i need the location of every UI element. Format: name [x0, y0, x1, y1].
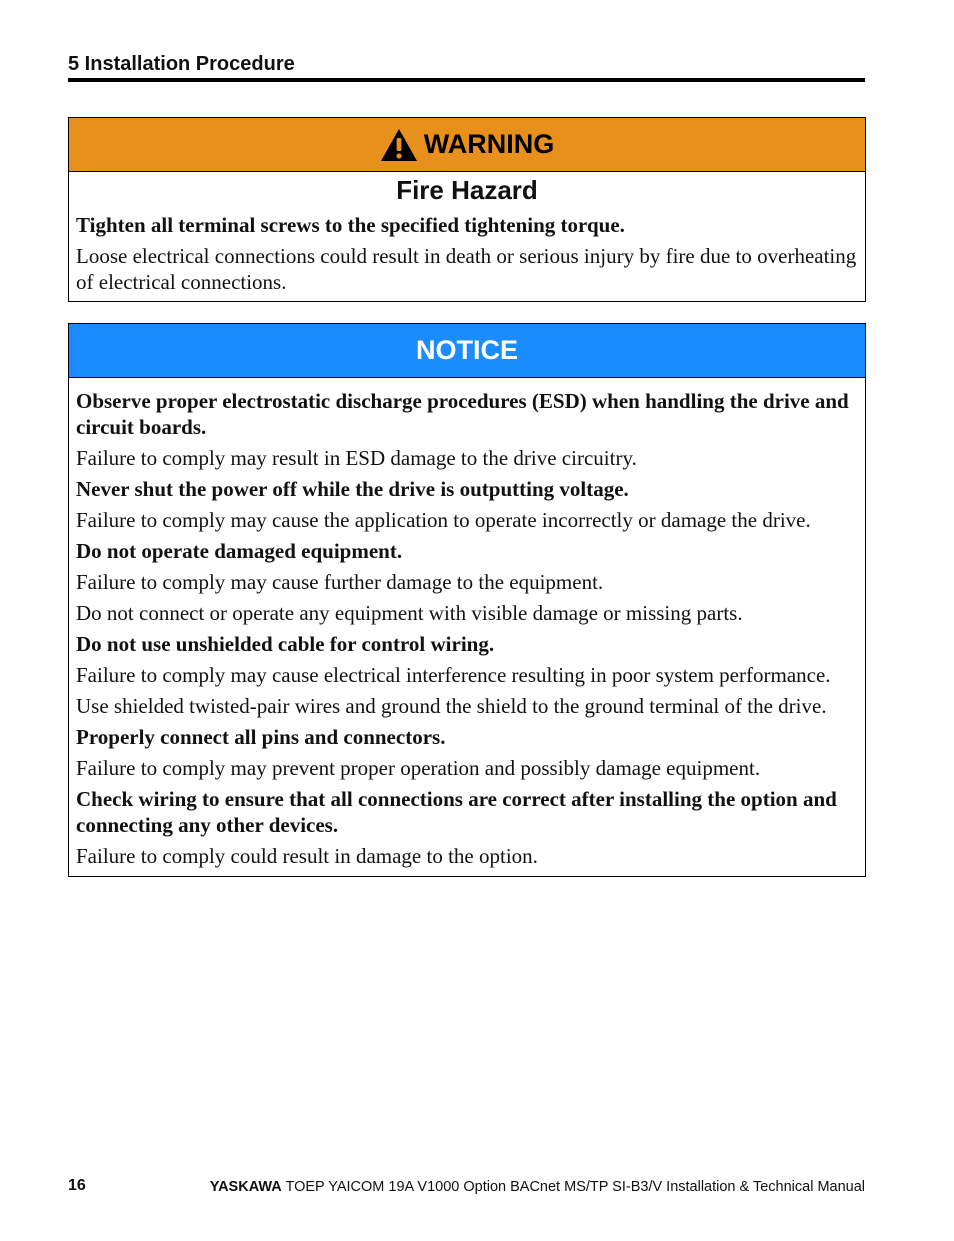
footer-manual-title — [210, 1179, 865, 1195]
notice-item: Use shielded twisted-pair wires and ground the shield to the ground terminal of the drive. — [76, 694, 827, 718]
notice-item: Do not operate damaged equipment. — [76, 539, 403, 563]
notice-item: Observe proper electrostatic discharge procedures (ESD) when handling the drive and circuit boards. — [76, 389, 849, 439]
notice-item: Failure to comply could result in damage to the option. — [76, 844, 538, 868]
warning-box — [68, 117, 866, 302]
warning-consequence: Loose electrical connections could result in death or serious injury by fire due to overheating of electrical connections. — [76, 244, 857, 294]
section-header — [68, 50, 865, 82]
notice-item: Failure to comply may cause the application to operate incorrectly or damage the drive. — [76, 508, 811, 532]
notice-label: NOTICE — [415, 335, 518, 365]
page-number: 16 — [68, 1177, 86, 1194]
notice-item: Do not connect or operate any equipment with visible damage or missing parts. — [76, 601, 743, 625]
notice-item: Never shut the power off while the drive is outputting voltage. — [76, 477, 629, 501]
notice-content — [69, 378, 865, 869]
notice-item: Failure to comply may prevent proper operation and possibly damage equipment. — [76, 756, 761, 780]
notice-item: Failure to comply may result in ESD damage to the drive circuitry. — [76, 446, 637, 470]
notice-item: Failure to comply may cause further damage to the equipment. — [76, 570, 604, 594]
notice-item: Properly connect all pins and connectors. — [76, 725, 446, 749]
warning-bar — [69, 118, 865, 172]
notice-item: Check wiring to ensure that all connections are correct after installing the option and connecting any other devices. — [76, 787, 837, 837]
notice-item: Failure to comply may cause electrical interference resulting in poor system performance. — [76, 663, 831, 687]
hazard-title: Fire Hazard — [396, 175, 538, 205]
notice-box — [68, 323, 866, 877]
section-title: 5 Installation Procedure — [68, 53, 295, 75]
footer-title-text: TOEP YAICOM 19A V1000 Option BACnet MS/TP SI-B3/V Installation & Technical Manual — [281, 1179, 865, 1195]
notice-bar — [69, 324, 865, 378]
warning-content — [69, 212, 865, 295]
notice-item: Do not use unshielded cable for control wiring. — [76, 632, 495, 656]
warning-label: WARNING — [423, 129, 555, 159]
footer-brand: YASKAWA — [209, 1179, 282, 1195]
warning-triangle-icon — [380, 128, 418, 162]
warning-instruction: Tighten all terminal screws to the specified tightening torque. — [76, 213, 625, 237]
